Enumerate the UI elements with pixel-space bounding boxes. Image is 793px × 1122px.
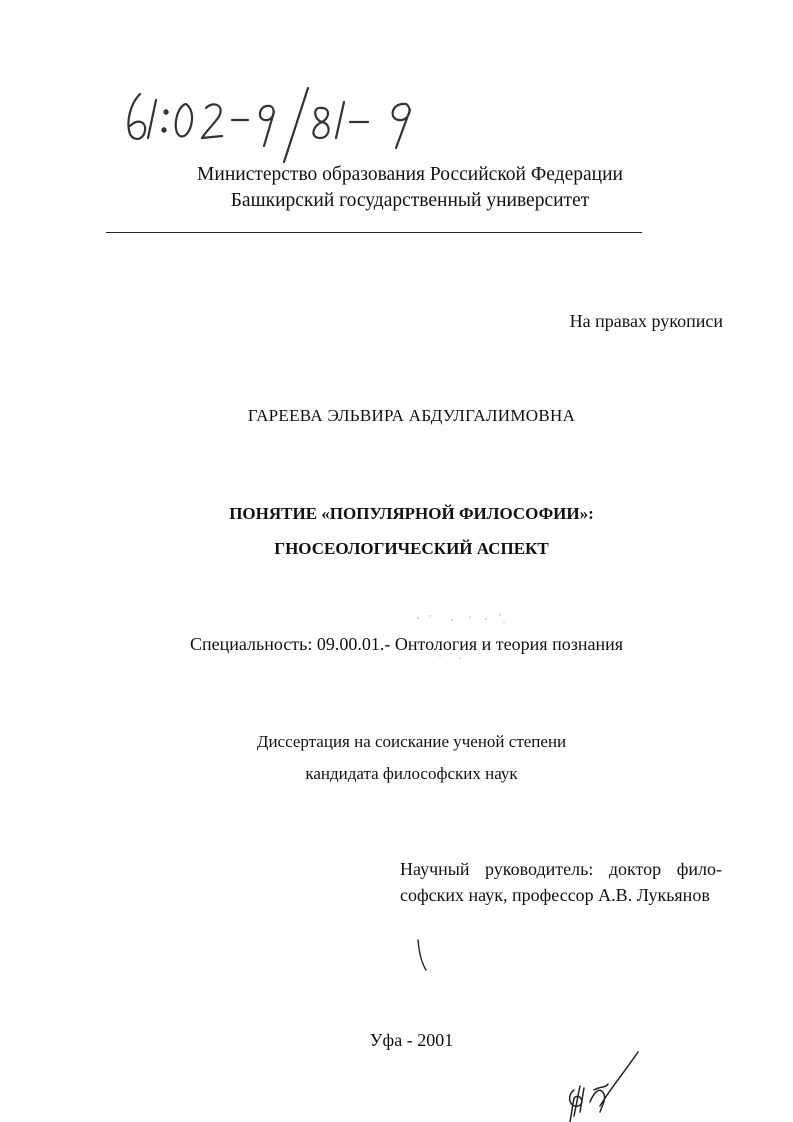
city-and-year: Уфа - 2001 (369, 1030, 454, 1050)
pen-tick-mark (412, 938, 432, 978)
author-name: ГАРЕЕВА ЭЛЬВИРА АБДУЛГАЛИМОВНА (247, 406, 576, 425)
dissertation-title-line-2: ГНОСЕОЛОГИЧЕСКИЙ АСПЕКТ (274, 539, 549, 558)
handwritten-signature (560, 1046, 650, 1122)
ministry-name: Министерство образования Российской Федерации (197, 164, 623, 185)
advisor-line-1: Научный руководитель: доктор фило- (400, 859, 722, 879)
university-name: Башкирский государственный университет (230, 190, 590, 211)
manuscript-rights-note: На правах рукописи (569, 311, 723, 331)
specialty-line: Специальность: 09.00.01.- Онтология и теория познания (190, 634, 623, 654)
dissertation-title-line-1: ПОНЯТИЕ «ПОПУЛЯРНОЙ ФИЛОСОФИИ»: (229, 504, 594, 523)
header-divider (106, 232, 642, 233)
advisor-line-2: софских наук, профессор А.В. Лукьянов (400, 885, 710, 905)
degree-statement-line-2: кандидата философских наук (305, 764, 518, 783)
degree-statement-line-1: Диссертация на соискание ученой степени (256, 732, 567, 751)
handwritten-archive-code (118, 82, 458, 172)
